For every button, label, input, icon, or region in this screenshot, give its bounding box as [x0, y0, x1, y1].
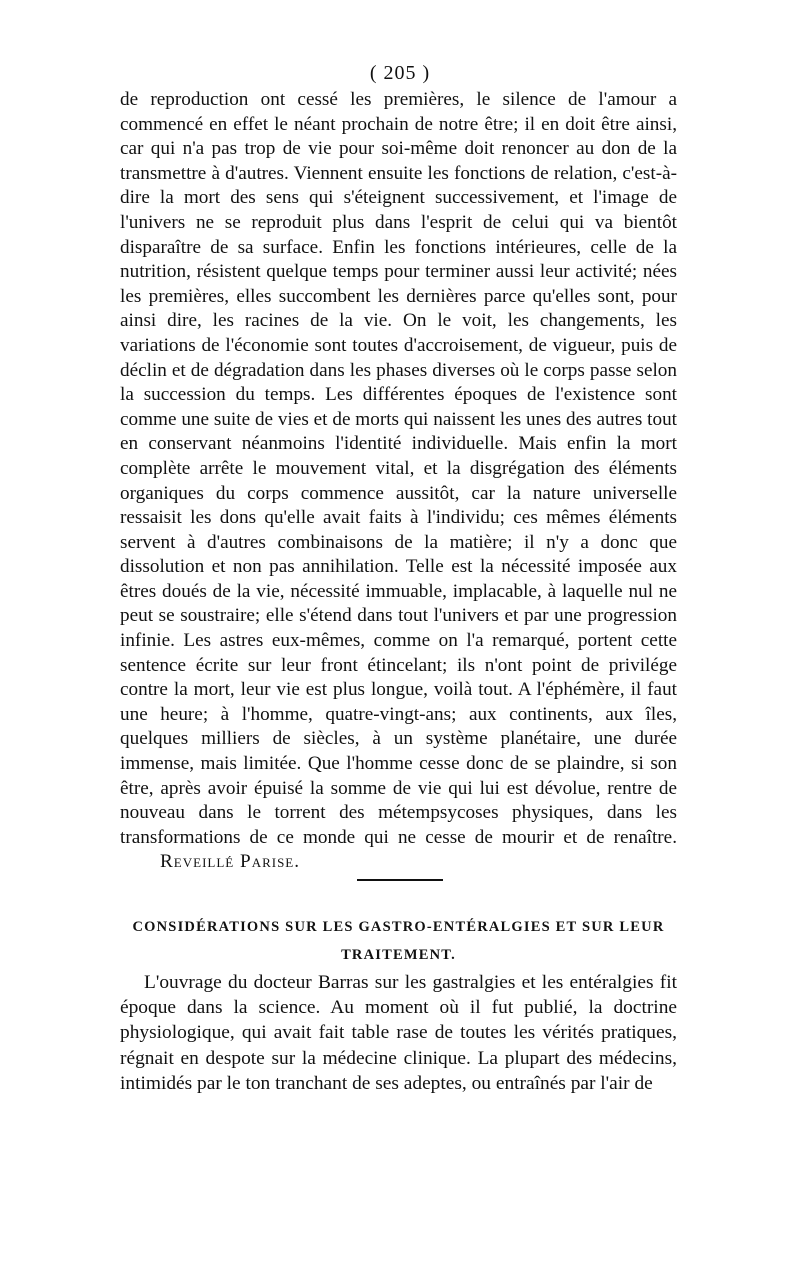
section-divider [357, 879, 443, 881]
article-1-body: de reproduction ont cessé les premières, le silence de l'amour a commencé en effet le néant prochain de notre être; il en doit être ainsi, car qui n'a pas trop de vie pour soi-même doit renoncer au don de la transmettre à d'autres. Viennent ensuite les fonctions de relation, c'est-à-dire la mort des sens qui s'éteignent successivement, et l'image de l'univers ne se reproduit plus dans l'esprit de celui qui va bientôt disparaître de sa surface. Enfin les fonctions intérieures, celle de la nutrition, résistent quelque temps pour terminer aussi leur activité; nées les premières, elles succombent les dernières parce qu'elles sont, pour ainsi dire, les racines de la vie. On le voit, les changements, les variations de l'économie sont toutes d'accroisement, de vigueur, puis de déclin et de dégradation dans les phases diverses où le corps passe selon la succession du temps. Les différentes époques de l'existence sont comme une suite de vies et de morts qui naissent les unes des autres tout en conservant néanmoins l'identité individuelle. Mais enfin la mort complète arrête le mouvement vital, et la disgrégation des éléments organiques du corps commence aussitôt, car la nature universelle ressaisit les dons qu'elle avait faits à l'individu; ces mêmes éléments servent à d'autres combinaisons de la matière; il n'y a donc que dissolution et non pas annihilation. Telle est la nécessité imposée aux êtres doués de la vie, nécessité immuable, implacable, à laquelle nul ne peut se soustraire; elle s'étend dans tout l'univers et par une progression infinie. Les astres eux-mêmes, comme on l'a remarqué, portent cette sentence écrite sur leur front étincelant; ils n'ont point de privilége contre la mort, leur vie est plus longue, voilà tout. A l'éphémère, il faut une heure; à l'homme, quatre-vingt-ans; aux continents, aux îles, quelques milliers de siècles, à un système planétaire, une durée immense, mais limitée. Que l'homme cesse donc de se plaindre, si son être, après avoir épuisé la somme de vie qui lui est dévolue, rentre de nouveau dans le torrent des métempsycoses physiques, dans les transformations de ce monde qui ne cesse de mourir et de renaître. [120, 89, 677, 848]
section-heading: CONSIDÉRATIONS SUR LES GASTRO-ENTÉRALGIES ET SUR LEUR TRAITEMENT. [132, 919, 665, 963]
author-signature: Reveillé Parise. [160, 851, 301, 873]
article-1-paragraph [120, 88, 677, 875]
article-2-paragraph: L'ouvrage du docteur Barras sur les gastralgies et les entéralgies fit époque dans la science. Au moment où il fut publié, la doctrine physiologique, qui avait fait table rase de toutes les vérités pratiques, régnait en despote sur la médecine clinique. La plupart des médecins, intimidés par le ton tranchant de ses adeptes, ou entraînés par l'air de [120, 972, 677, 1094]
article-2-text [120, 970, 677, 1096]
article-1-text [120, 88, 677, 875]
page-number: ( 205 ) [369, 62, 431, 84]
